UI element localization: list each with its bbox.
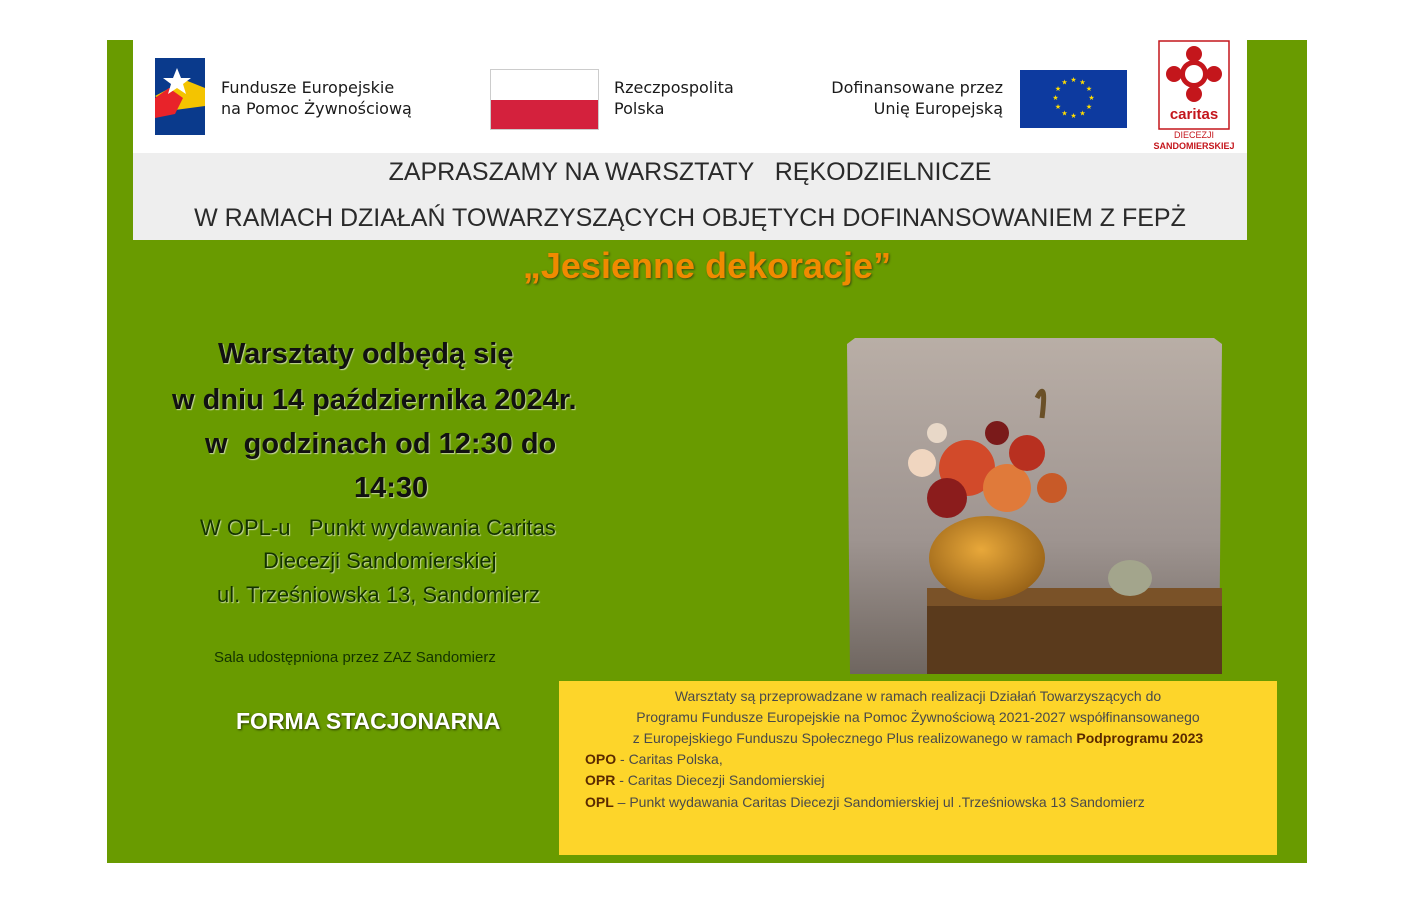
time-line2: 14:30 [354, 472, 429, 504]
svg-text:★: ★ [1079, 109, 1086, 118]
caritas-sub1: DIECEZJI [1173, 130, 1214, 140]
fe-logo-icon [155, 58, 205, 135]
eu-label-line1: Dofinansowane przez [831, 78, 1003, 97]
address-line1: W OPL-u Punkt wydawania Caritas [200, 515, 556, 540]
svg-text:★: ★ [1085, 85, 1093, 93]
fe-label [221, 77, 412, 119]
room-note: Sala udostępniona przez ZAZ Sandomierz [214, 649, 496, 666]
caritas-name: caritas [1169, 106, 1219, 123]
fe-label-line2: na Pomoc Żywnościową [221, 99, 412, 118]
opr-key: OPR [585, 772, 616, 788]
opl-value: – Punkt wydawania Caritas Diecezji Sandomierskiej ul .Trześniowska 13 Sandomierz [613, 794, 1145, 810]
autumn-bouquet-photo [847, 338, 1222, 674]
svg-text:★: ★ [1054, 85, 1062, 93]
eu-label-line2: Unię Europejską [873, 99, 1003, 118]
svg-text:★: ★ [1079, 78, 1086, 87]
header-band [133, 153, 1247, 240]
opr-value: - Caritas Diecezji Sandomierskiej [615, 772, 825, 788]
date-line1: Warsztaty odbędą się [218, 338, 514, 370]
rp-label-line1: Rzeczpospolita [614, 78, 734, 97]
logos-band [133, 40, 1247, 153]
svg-text:★: ★ [1054, 103, 1062, 111]
svg-text:★: ★ [1088, 94, 1095, 102]
opo-key: OPO [585, 751, 617, 767]
fe-label-line1: Fundusze Europejskie [221, 78, 395, 97]
info-opo [585, 751, 723, 767]
info-line3-text: z Europejskiego Funduszu Społecznego Plus realizowanego w ramach [632, 730, 1077, 746]
svg-text:★: ★ [1070, 76, 1077, 84]
form-label: FORMA STACJONARNA [236, 708, 501, 734]
svg-text:★: ★ [1061, 109, 1068, 118]
info-line1: Warsztaty są przeprowadzane w ramach realizacji Działań Towarzyszących do [674, 688, 1162, 704]
polish-flag-icon [490, 69, 599, 130]
header-line1: ZAPRASZAMY NA WARSZTATY RĘKODZIELNICZE [388, 158, 992, 186]
header-line2: W RAMACH DZIAŁAŃ TOWARZYSZĄCYCH OBJĘTYCH DOFINANSOWANIEM Z FEPŻ [194, 204, 1186, 232]
info-line3 [559, 730, 1277, 746]
funding-info-box [559, 681, 1277, 855]
caritas-logo [1153, 40, 1235, 153]
opo-value: - Caritas Polska, [616, 751, 723, 767]
address-line2: Diecezji Sandomierskiej [263, 548, 497, 573]
svg-text:★: ★ [1052, 94, 1059, 102]
event-title: „Jesienne dekoracje” [522, 245, 892, 286]
rp-label-line2: Polska [614, 99, 665, 118]
svg-text:★: ★ [1061, 78, 1068, 87]
eu-flag-icon [1020, 70, 1127, 128]
rp-label [614, 77, 734, 119]
info-line2: Programu Fundusze Europejskie na Pomoc Żywnościową 2021-2027 współfinansowanego [636, 709, 1200, 725]
date-line2: w dniu 14 października 2024r. [172, 384, 577, 416]
eu-label [801, 77, 1003, 119]
svg-text:★: ★ [1085, 103, 1093, 111]
info-opl [585, 794, 1145, 810]
caritas-sub2: SANDOMIERSKIEJ [1153, 141, 1235, 151]
address-line3: ul. Trześniowska 13, Sandomierz [217, 582, 540, 607]
time-line1: w godzinach od 12:30 do [205, 428, 557, 460]
info-opr [585, 772, 825, 788]
svg-text:★: ★ [1070, 112, 1077, 120]
info-subprogram: Podprogramu 2023 [1076, 730, 1204, 746]
opl-key: OPL [585, 794, 614, 810]
